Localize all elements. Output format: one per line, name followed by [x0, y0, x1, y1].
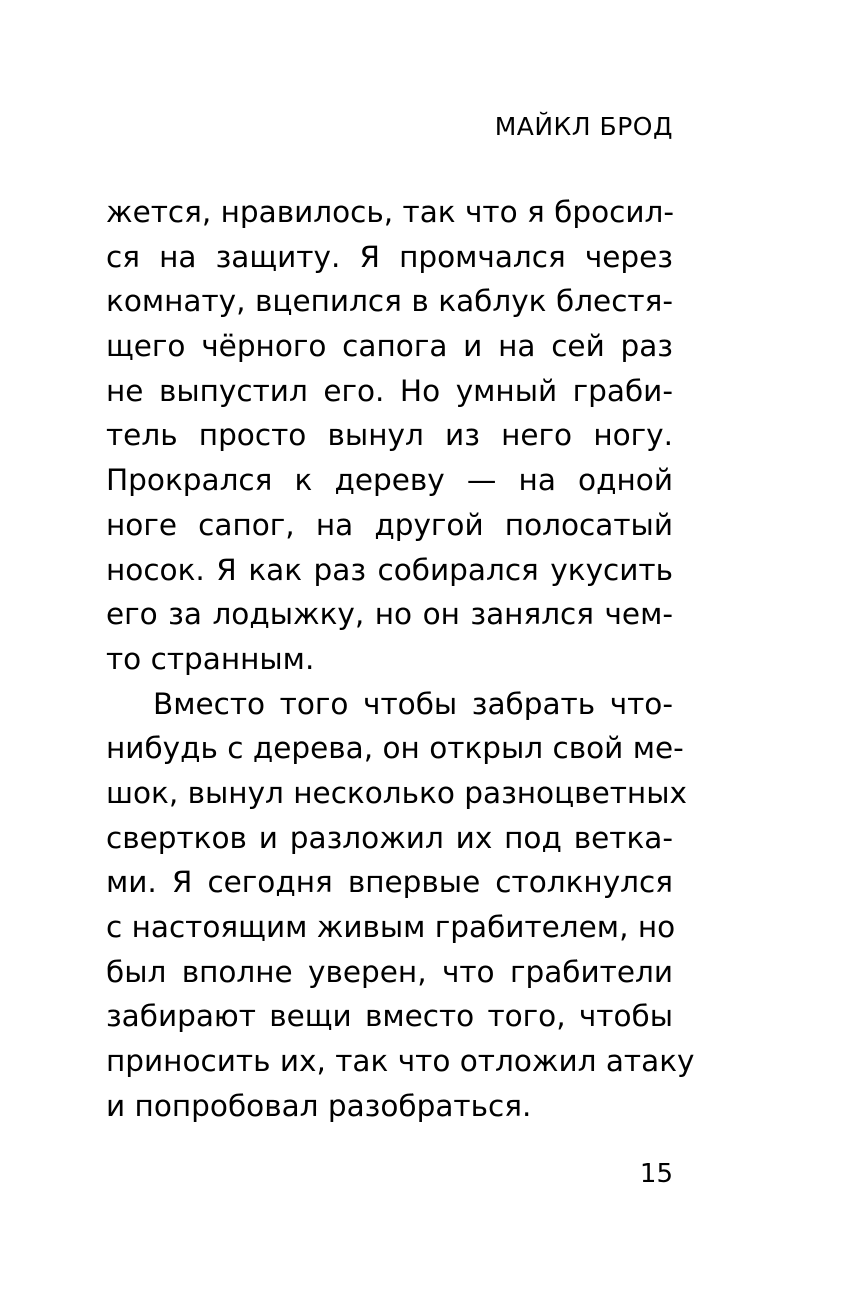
text-line: ся на защиту. Я промчался через [106, 239, 673, 274]
text-line: ноге сапог, на другой полосатый [106, 507, 673, 542]
text-line: комнату, вцепился в каблук блестя- [106, 284, 673, 319]
running-header-author: МАЙКЛ БРОД [494, 112, 673, 141]
text-line: то странным. [106, 641, 315, 676]
text-line: Вместо того чтобы забрать что- [153, 686, 673, 721]
text-line: жется, нравилось, так что я бросил- [106, 195, 675, 229]
text-line: нибудь с дерева, он открыл свой ме- [106, 731, 684, 766]
text-line: свертков и разложил их под ветка- [106, 820, 673, 855]
text-line: забирают вещи вместо того, чтобы [106, 999, 673, 1034]
text-line: не выпустил его. Но умный граби- [106, 373, 673, 408]
text-line: с настоящим живым грабителем, но [106, 910, 676, 944]
paragraph-1 [106, 190, 673, 682]
text-line: приносить их, так что отложил атаку [106, 1044, 695, 1079]
page-number: 15 [639, 1159, 673, 1189]
text-line: и попробовал разобраться. [106, 1088, 532, 1123]
text-line: носок. Я как раз собирался укусить [106, 552, 673, 587]
text-line: щего чёрного сапога и на сей раз [106, 329, 673, 364]
text-line: ми. Я сегодня впервые столкнулся [106, 865, 673, 900]
text-line: был вполне уверен, что грабители [106, 954, 673, 989]
text-line: Прокрался к дереву — на одной [106, 463, 673, 498]
paragraph-2 [106, 682, 695, 1129]
text-line: тель просто вынул из него ногу. [106, 418, 673, 453]
text-line: шок, вынул несколько разноцветных [106, 775, 687, 810]
text-line: его за лодыжку, но он занялся чем- [106, 597, 673, 632]
body-text [106, 190, 695, 1128]
